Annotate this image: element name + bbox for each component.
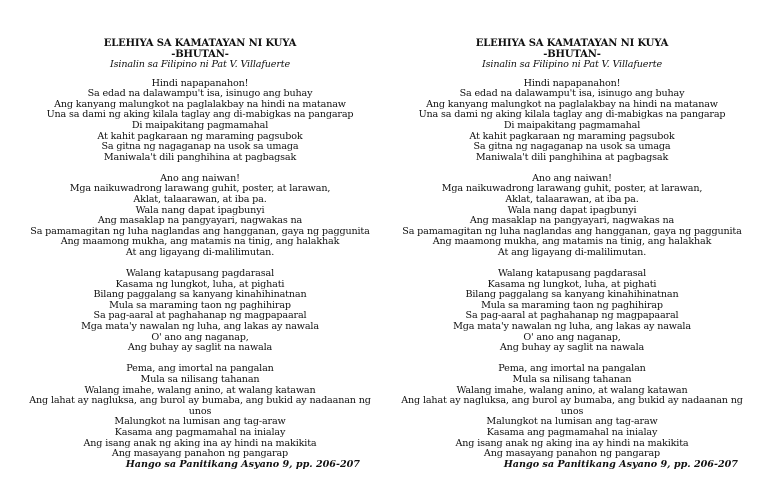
poem-line: Sa edad na dalawampu't isa, isinugo ang buhay [87,88,313,100]
poem-line: Walang imahe, walang anino, at walang katawan [84,384,316,396]
poem-line: Ano ang naiwan! [532,172,612,184]
poem-title: ELEHIYA SA KAMATAYAN NI KUYA [103,38,297,49]
poem-line: Maniwala't dili panghihina at pagbagsak [475,151,669,163]
poem-line: Ang maamong mukha, ang matamis na tinig, ang halakhak [60,236,340,248]
stanza [397,269,747,354]
poem-line: Mga mata'y nawalan ng luha, ang lakas ay nawala [453,321,691,333]
poem-line: O' ano ang naganap, [523,331,621,343]
poem-line: Di maipakitang pagmamahal [503,119,641,131]
poem-column-right [397,38,747,470]
poem-line: Walang imahe, walang anino, at walang katawan [456,384,688,396]
poem-line: Mga naikuwadrong larawang guhit, poster, at larawan, [441,183,703,195]
poem-line: At ang ligayang di-malilimutan. [497,247,647,258]
poem-line: Malungkot na lumisan ang tag-araw [486,416,658,428]
poem-line: Ang masaklap na pangyayari, nagwakas na [469,215,675,227]
poem-line: Ang isang anak ng aking ina ay hindi na makikita [83,437,317,449]
poem-line: Wala nang dapat ipagbunyi [135,204,265,216]
poem-line: Kasama ng lungkot, luha, at pighati [487,278,657,290]
poem-line: Ang lahat ay nagluksa, ang burol ay bumaba, ang bukid ay nadaanan ng [29,395,371,407]
poem-line: Ang buhay ay saglit na nawala [127,342,273,354]
poem-line: Pema, ang imortal na pangalan [126,363,274,375]
poem-line: Ano ang naiwan! [160,172,240,184]
poem-line: Ang kanyang malungkot na paglalakbay na hindi na matanaw [426,98,718,110]
poem-line: Mga naikuwadrong larawang guhit, poster, at larawan, [69,183,331,195]
poem-line: Ang kanyang malungkot na paglalakbay na hindi na matanaw [54,98,346,110]
poem-line: Mga mata'y nawalan ng luha, ang lakas ay nawala [81,321,319,333]
translator-credit: Isinalin sa Filipino ni Pat V. Villafuerte [481,59,663,70]
stanza [397,174,747,259]
poem-line: Malungkot na lumisan ang tag-araw [114,416,286,428]
poem-subtitle: -BHUTAN- [171,49,229,60]
poem-column-left [25,38,375,470]
poem-line: Wala nang dapat ipagbunyi [507,204,637,216]
poem-line: Aklat, talaarawan, at iba pa. [133,194,267,206]
poem-line: Bilang paggalang sa kanyang kinahihinatnan [465,289,679,301]
poem-line: Maniwala't dili panghihina at pagbagsak [103,151,297,163]
poem-line: Hindi napapanahon! [151,77,249,89]
poem-line: unos [560,405,584,417]
translator-credit: Isinalin sa Filipino ni Pat V. Villafuerte [109,59,291,70]
poem-line: Mula sa maraming taon ng paghihirap [481,299,663,311]
poem-title: ELEHIYA SA KAMATAYAN NI KUYA [475,38,669,49]
poem-line: Ang masayang panahon ng pangarap [111,448,289,460]
poem-line: Kasama ang pagmamahal na inialay [114,426,286,438]
poem-line: Sa pag-aaral at paghahanap ng magpapaaral [93,310,307,322]
poem-line: Bilang paggalang sa kanyang kinahihinatnan [93,289,307,301]
poem-line: Sa pamamagitan ng luha naglandas ang hangganan, gaya ng paggunita [402,225,742,237]
stanza [25,174,375,259]
poem-line: At kahit pagkaraan ng maraming pagsubok [97,130,303,142]
poem-line: Sa pamamagitan ng luha naglandas ang hangganan, gaya ng paggunita [30,225,370,237]
poem-line: Walang katapusang pagdarasal [497,268,647,280]
poem-line: Ang isang anak ng aking ina ay hindi na makikita [455,437,689,449]
poem-line: Mula sa maraming taon ng paghihirap [109,299,291,311]
poem-line: Ang masaklap na pangyayari, nagwakas na [97,215,303,227]
poem-line: Hindi napapanahon! [523,77,621,89]
poem-line: Sa gitna ng nagaganap na usok sa umaga [101,141,299,153]
poem-line: Sa pag-aaral at paghahanap ng magpapaaral [465,310,679,322]
stanza [25,79,375,164]
poem-line: Mula sa nilisang tahanan [140,373,260,385]
poem-line: Pema, ang imortal na pangalan [498,363,646,375]
poem-line: Mula sa nilisang tahanan [512,373,632,385]
poem-line: Aklat, talaarawan, at iba pa. [505,194,639,206]
source-citation-left: Hango sa Panitikang Asyano 9, pp. 206-207 [125,459,360,470]
stanza [397,79,747,164]
stanza [25,269,375,354]
poem-line: Walang katapusang pagdarasal [125,268,275,280]
poem-line: Una sa dami ng aking kilala taglay ang di-mabigkas na pangarap [46,109,354,121]
poem-line: Una sa dami ng aking kilala taglay ang di-mabigkas na pangarap [418,109,726,121]
poem-line: Kasama ang pagmamahal na inialay [486,426,658,438]
poem-line: Ang buhay ay saglit na nawala [499,342,645,354]
source-citation-right: Hango sa Panitikang Asyano 9, pp. 206-207 [503,459,738,470]
poem-line: Di maipakitang pagmamahal [131,119,269,131]
poem-line: Sa edad na dalawampu't isa, isinugo ang buhay [459,88,685,100]
poem-line: O' ano ang naganap, [151,331,249,343]
poem-line: Ang masayang panahon ng pangarap [483,448,661,460]
poem-line: At kahit pagkaraan ng maraming pagsubok [469,130,675,142]
poem-line: unos [188,405,212,417]
poem-line: Ang maamong mukha, ang matamis na tinig, ang halakhak [432,236,712,248]
stanza [397,364,747,459]
stanza [25,364,375,459]
poem-subtitle: -BHUTAN- [543,49,601,60]
poem-line: At ang ligayang di-malilimutan. [125,247,275,258]
poem-line: Sa gitna ng nagaganap na usok sa umaga [473,141,671,153]
poem-line: Kasama ng lungkot, luha, at pighati [115,278,285,290]
poem-line: Ang lahat ay nagluksa, ang burol ay bumaba, ang bukid ay nadaanan ng [401,395,743,407]
